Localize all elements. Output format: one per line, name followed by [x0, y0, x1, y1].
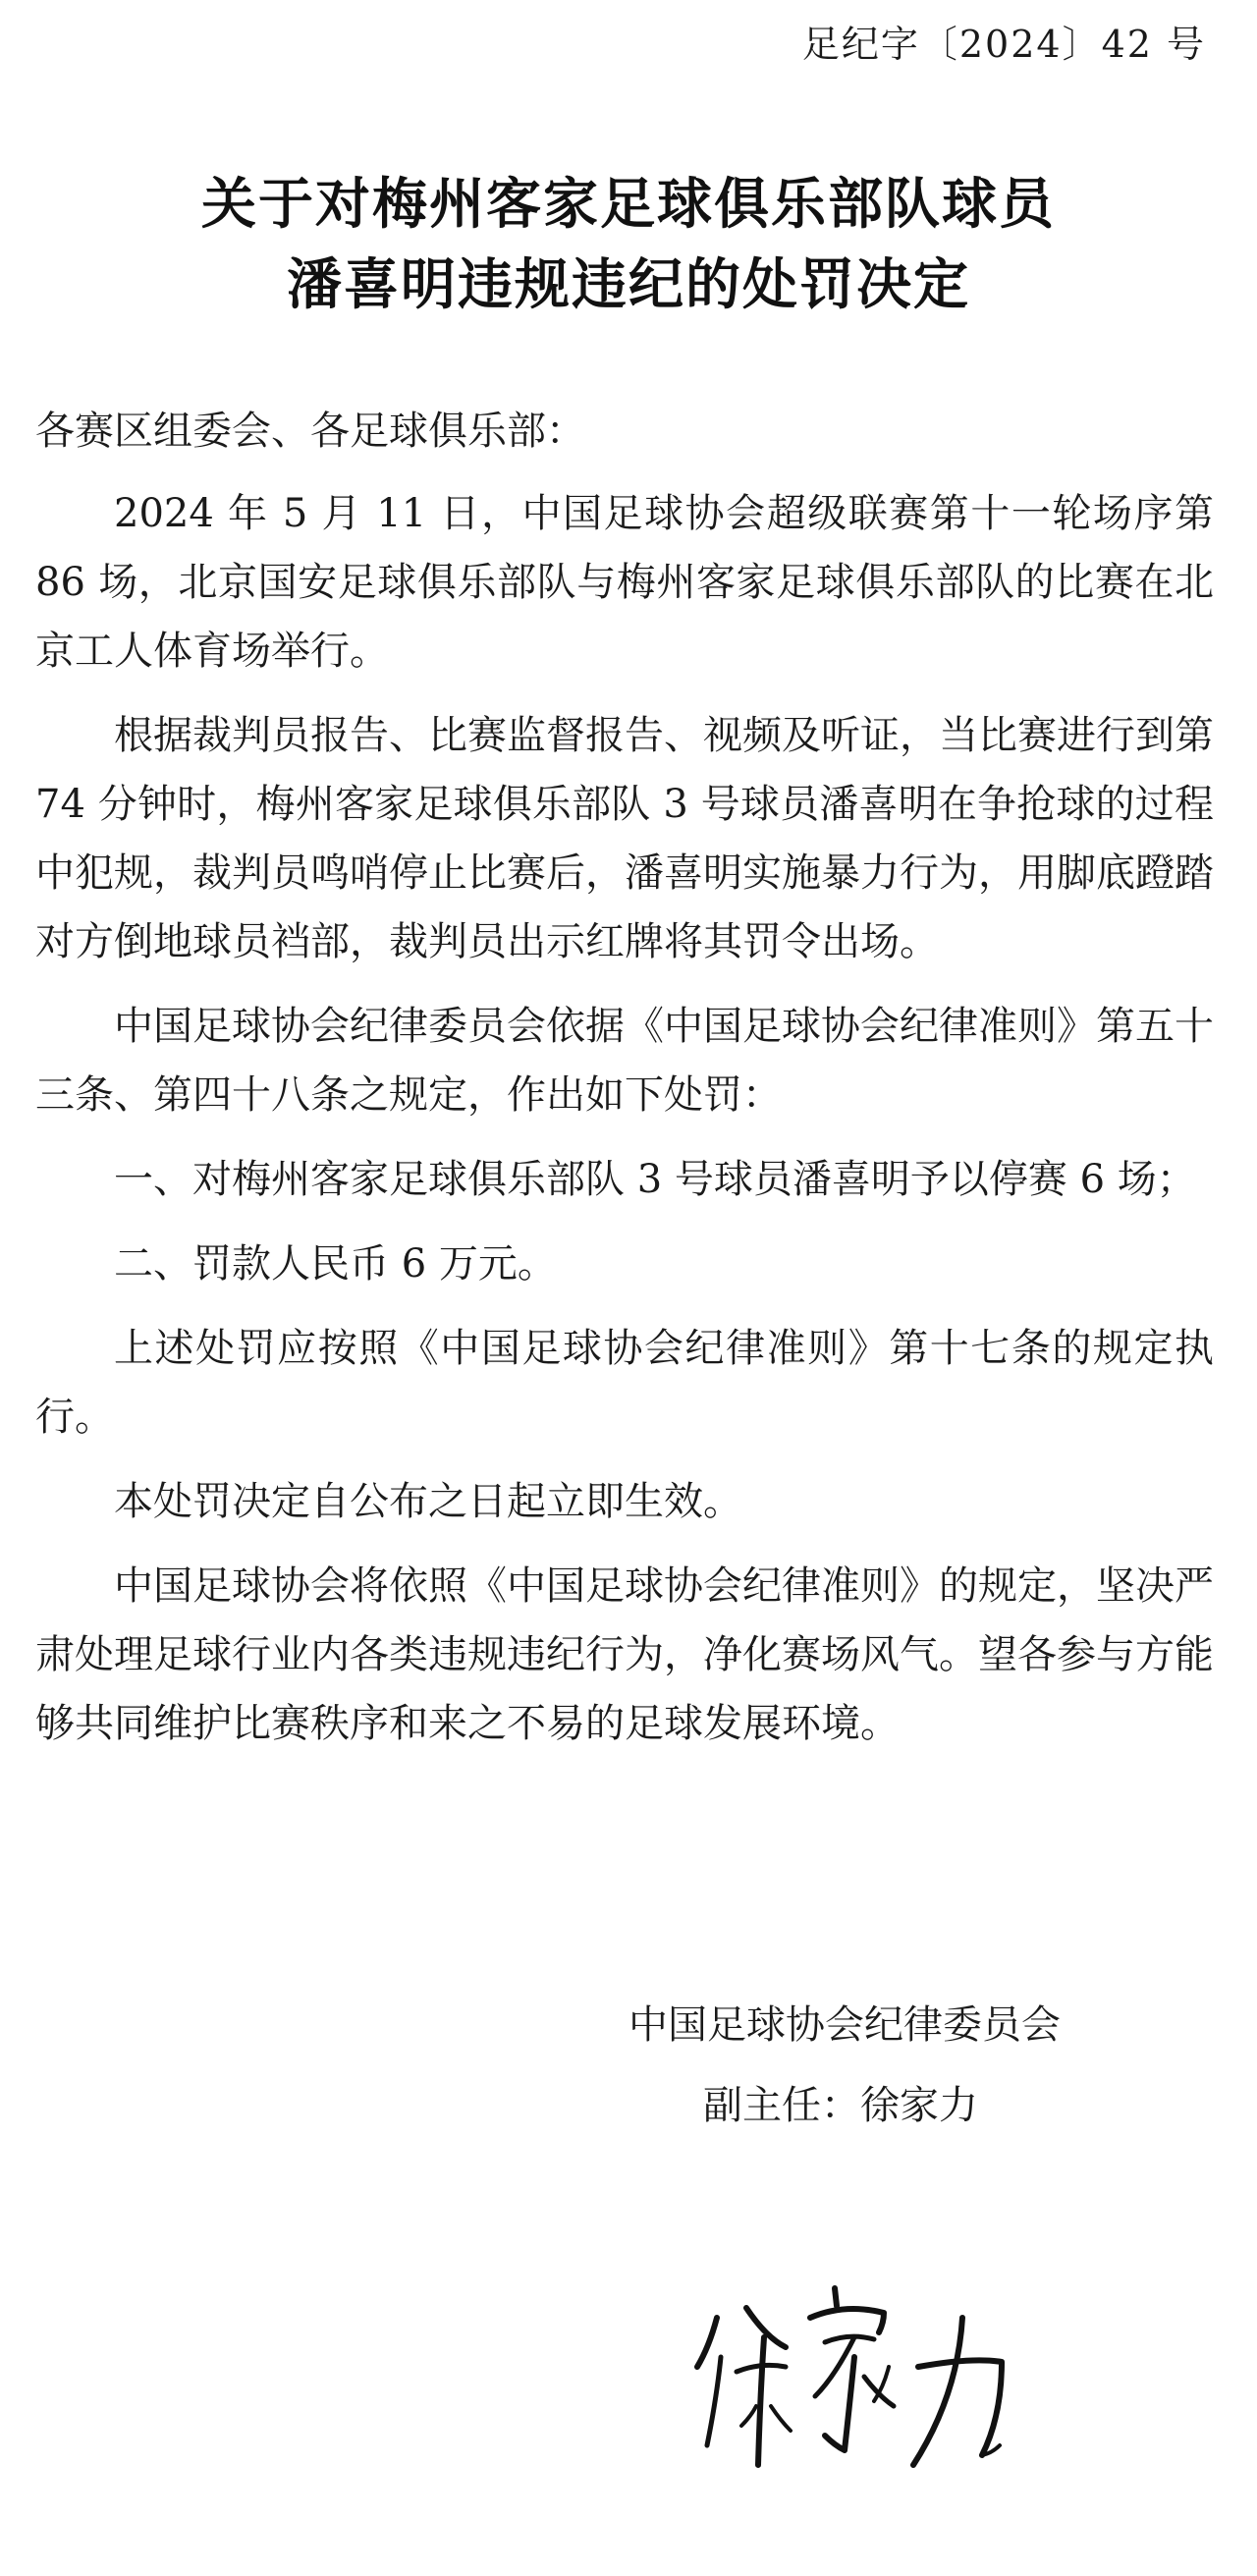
- paragraph-incident: 根据裁判员报告、比赛监督报告、视频及听证，当比赛进行到第 74 分钟时，梅州客家足球俱乐部队 3 号球员潘喜明在争抢球的过程中犯规，裁判员鸣哨停止比赛后，潘喜明实施暴力行为，用脚底蹬踏对方倒地球员裆部，裁判员出示红牌将其罚令出场。: [35, 713, 1214, 964]
- paragraph-penalty-suspension: 一、对梅州客家足球俱乐部队 3 号球员潘喜明予以停赛 6 场；: [114, 1157, 1196, 1202]
- salutation: 各赛区组委会、各足球俱乐部：: [35, 409, 585, 454]
- title-line-1: 关于对梅州客家足球俱乐部队球员: [201, 173, 1056, 237]
- paragraph-basis: 中国足球协会纪律委员会依据《中国足球协会纪律准则》第五十三条、第四十八条之规定，作出如下处罚：: [35, 1004, 1214, 1118]
- closing-organization: 中国足球协会纪律委员会: [628, 2002, 1061, 2048]
- closing-signatory: 副主任：徐家力: [703, 2083, 978, 2128]
- document-number: 足纪字〔2024〕42 号: [801, 23, 1206, 66]
- document-title: [0, 165, 1257, 326]
- paragraph-execution: 上述处罚应按照《中国足球协会纪律准则》第十七条的规定执行。: [35, 1326, 1214, 1440]
- title-line-2: 潘喜明违规违纪的处罚决定: [287, 253, 970, 317]
- paragraph-statement: 中国足球协会将依照《中国足球协会纪律准则》的规定，坚决严肃处理足球行业内各类违规违纪行为，净化赛场风气。望各参与方能够共同维护比赛秩序和来之不易的足球发展环境。: [35, 1563, 1214, 1746]
- handwritten-signature: [687, 2278, 1041, 2475]
- paragraph-effective: 本处罚决定自公布之日起立即生效。: [114, 1479, 742, 1524]
- paragraph-penalty-fine: 二、罚款人民币 6 万元。: [114, 1241, 557, 1287]
- paragraph-match-info: 2024 年 5 月 11 日，中国足球协会超级联赛第十一轮场序第 86 场，北京国安足球俱乐部队与梅州客家足球俱乐部队的比赛在北京工人体育场举行。: [35, 491, 1214, 674]
- document-body: [35, 397, 1214, 1774]
